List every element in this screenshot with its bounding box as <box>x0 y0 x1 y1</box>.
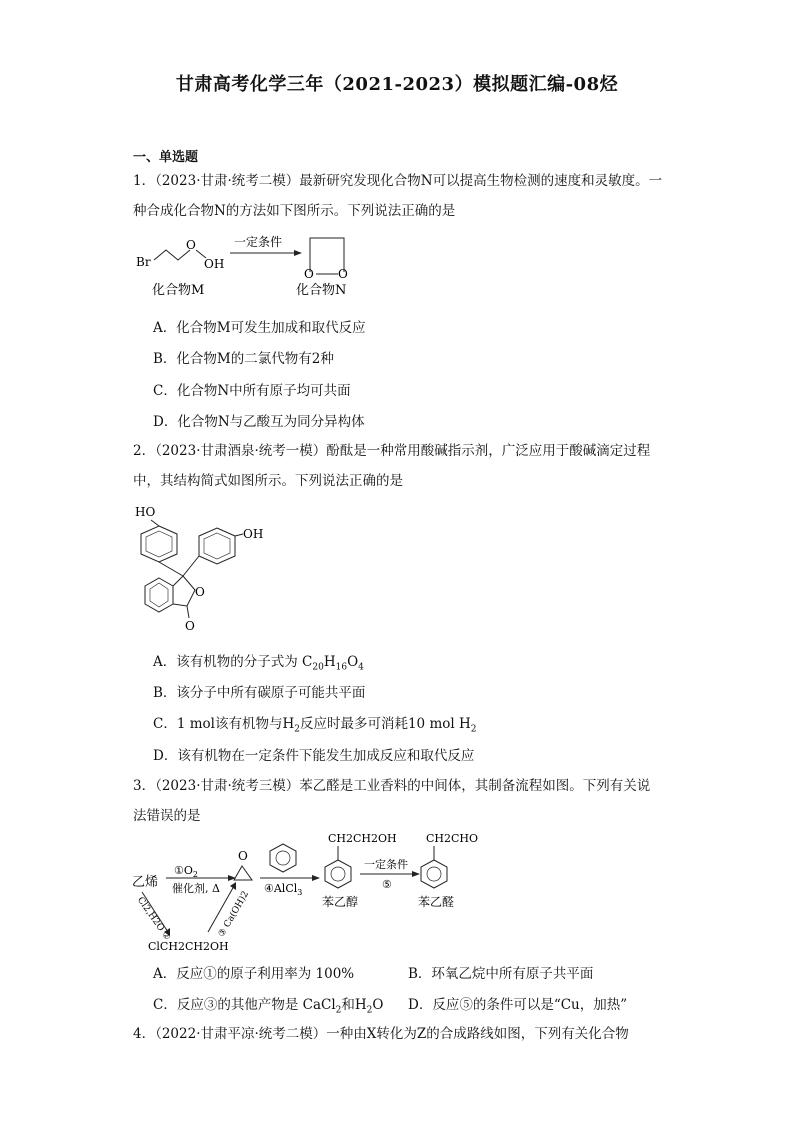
question-4-stem: 4．（2022·甘肃平凉·统考二模）一种由X转化为Z的合成路线如图，下列有关化合物 <box>133 1026 629 1042</box>
subscript: 2 <box>335 1005 342 1016</box>
ch2ch2oh-label: CH2CH2OH <box>328 832 397 845</box>
lactone-ring <box>173 576 195 606</box>
epoxide-o-label: O <box>238 849 248 863</box>
q3-option-d: D．反应⑤的条件可以是“Cu，加热” <box>408 997 628 1013</box>
condition-label: 一定条件 <box>364 858 408 871</box>
section-heading: 一、单选题 <box>133 150 199 165</box>
q2-option-a-text: A．该有机物的分子式为 C <box>153 654 313 670</box>
step3-label: ③ Ca(OH)2 <box>216 889 252 939</box>
ho-label: HO <box>135 505 156 519</box>
q2-option-c-text: C．1 mol该有机物与H <box>153 716 295 732</box>
ring-o-label: O <box>195 585 205 599</box>
ch2cho-label: CH2CHO <box>426 832 479 845</box>
q1-option-b: B．化合物M的二氯代物有2种 <box>153 351 334 367</box>
q2-option-b: B．该分子中所有碳原子可能共平面 <box>153 685 366 701</box>
phenol-ring-left-inner <box>146 531 172 557</box>
peroxide-o-label: O <box>186 238 196 252</box>
arrow-step5-head <box>412 871 420 877</box>
subscript: 2 <box>470 724 477 735</box>
question-2-figure <box>125 500 285 640</box>
ring-o1-label: O <box>304 267 314 281</box>
q3-option-c-text: C．反应③的其他产物是 CaCl <box>153 997 336 1013</box>
left-ring-to-center <box>159 562 183 576</box>
q2-option-c <box>153 712 476 735</box>
q3-option-b: B．环氧乙烷中所有原子共平面 <box>408 966 594 982</box>
clch2ch2oh-label: ClCH2CH2OH <box>148 940 229 953</box>
step2-label: Cl2,H2O ② <box>134 895 172 943</box>
benzene-reagent-circle <box>276 851 290 865</box>
step5-label: ⑤ <box>382 878 392 891</box>
element-o: O <box>372 997 384 1013</box>
right-ring-to-center <box>183 556 199 576</box>
subscript: 2 <box>366 1005 373 1016</box>
ring-o2-label: O <box>338 267 348 281</box>
oh-bond <box>235 534 243 536</box>
arrow-step4-head <box>312 875 320 881</box>
element-o: O <box>347 654 359 670</box>
q1-option-d: D．化合物N与乙酸互为同分异构体 <box>153 414 365 430</box>
hydroxyl-label: OH <box>204 257 225 271</box>
step4-label: ④AlCl$_3$ <box>264 882 303 897</box>
alcohol-benzene-circle <box>331 867 345 881</box>
q2-option-d: D．该有机物在一定条件下能发生加成反应和取代反应 <box>153 748 475 764</box>
phenol-ring-right <box>199 528 235 564</box>
compound-n-label: 化合物N <box>296 283 347 298</box>
page-title: 甘肃高考化学三年（2021-2023）模拟题汇编-08烃 <box>175 74 619 95</box>
subscript: 20 <box>312 662 324 673</box>
subscript: 4 <box>358 662 364 673</box>
aldehyde-benzene-circle <box>427 867 441 881</box>
epoxide-ring <box>234 866 252 880</box>
aldehyde-benzene <box>421 860 447 888</box>
subscript: 16 <box>335 662 348 673</box>
q3-option-c <box>153 993 383 1016</box>
q3-option-c-and: 和H <box>341 997 367 1013</box>
arrow-head <box>294 250 302 256</box>
question-3-stem: 3．（2023·甘肃·统考三模）苯乙醛是工业香料的中间体，其制备流程如图。下列有关说法错误的是 <box>133 778 651 824</box>
alcohol-label: 苯乙醇 <box>322 895 359 909</box>
question-1-figure <box>130 228 370 300</box>
aldehyde-label: 苯乙醛 <box>418 895 455 909</box>
compound-m-label: 化合物M <box>152 283 205 298</box>
carbonyl-bond <box>187 606 189 618</box>
phenol-ring-left <box>141 526 177 562</box>
q1-option-a: A．化合物M可发生加成和取代反应 <box>153 320 366 336</box>
catalyst-label: 催化剂, Δ <box>172 882 220 895</box>
step1-label: $①O_2$ <box>174 864 198 879</box>
q3-option-a: A．反应①的原子利用率为 100% <box>153 966 355 982</box>
question-1-stem: 1．（2023·甘肃·统考二模）最新研究发现化合物N可以提高生物检测的速度和灵敏度。一种合成化合物N的方法如下图所示。下列说法正确的是 <box>133 173 663 219</box>
carbonyl-o-label: O <box>185 619 195 633</box>
question-3-figure <box>128 830 488 954</box>
benzo-ring-inner <box>150 583 168 607</box>
ethylene-label: 乙烯 <box>132 875 159 890</box>
element-h: H <box>323 654 336 670</box>
chain-bonds <box>154 250 190 260</box>
q1-option-c: C．化合物N中所有原子均可共面 <box>153 383 351 399</box>
q2-option-a <box>153 650 364 673</box>
condition-label: 一定条件 <box>234 235 283 249</box>
benzene-reagent <box>270 844 296 872</box>
alcohol-benzene <box>325 860 351 888</box>
arrow-step3-head <box>230 882 236 890</box>
ho-bond <box>151 520 159 526</box>
q2-option-c-middle: 反应时最多可消耗10 mol H <box>299 716 471 732</box>
oh-label: OH <box>243 527 264 541</box>
bromine-label: Br <box>136 255 151 269</box>
question-2-stem: 2．（2023·甘肃酒泉·统考一模）酚酞是一种常用酸碱指示剂，广泛应用于酸碱滴定过程中，其结构简式如图所示。下列说法正确的是 <box>133 443 651 489</box>
subscript: 2 <box>294 724 300 735</box>
phenol-ring-right-inner <box>204 533 230 559</box>
